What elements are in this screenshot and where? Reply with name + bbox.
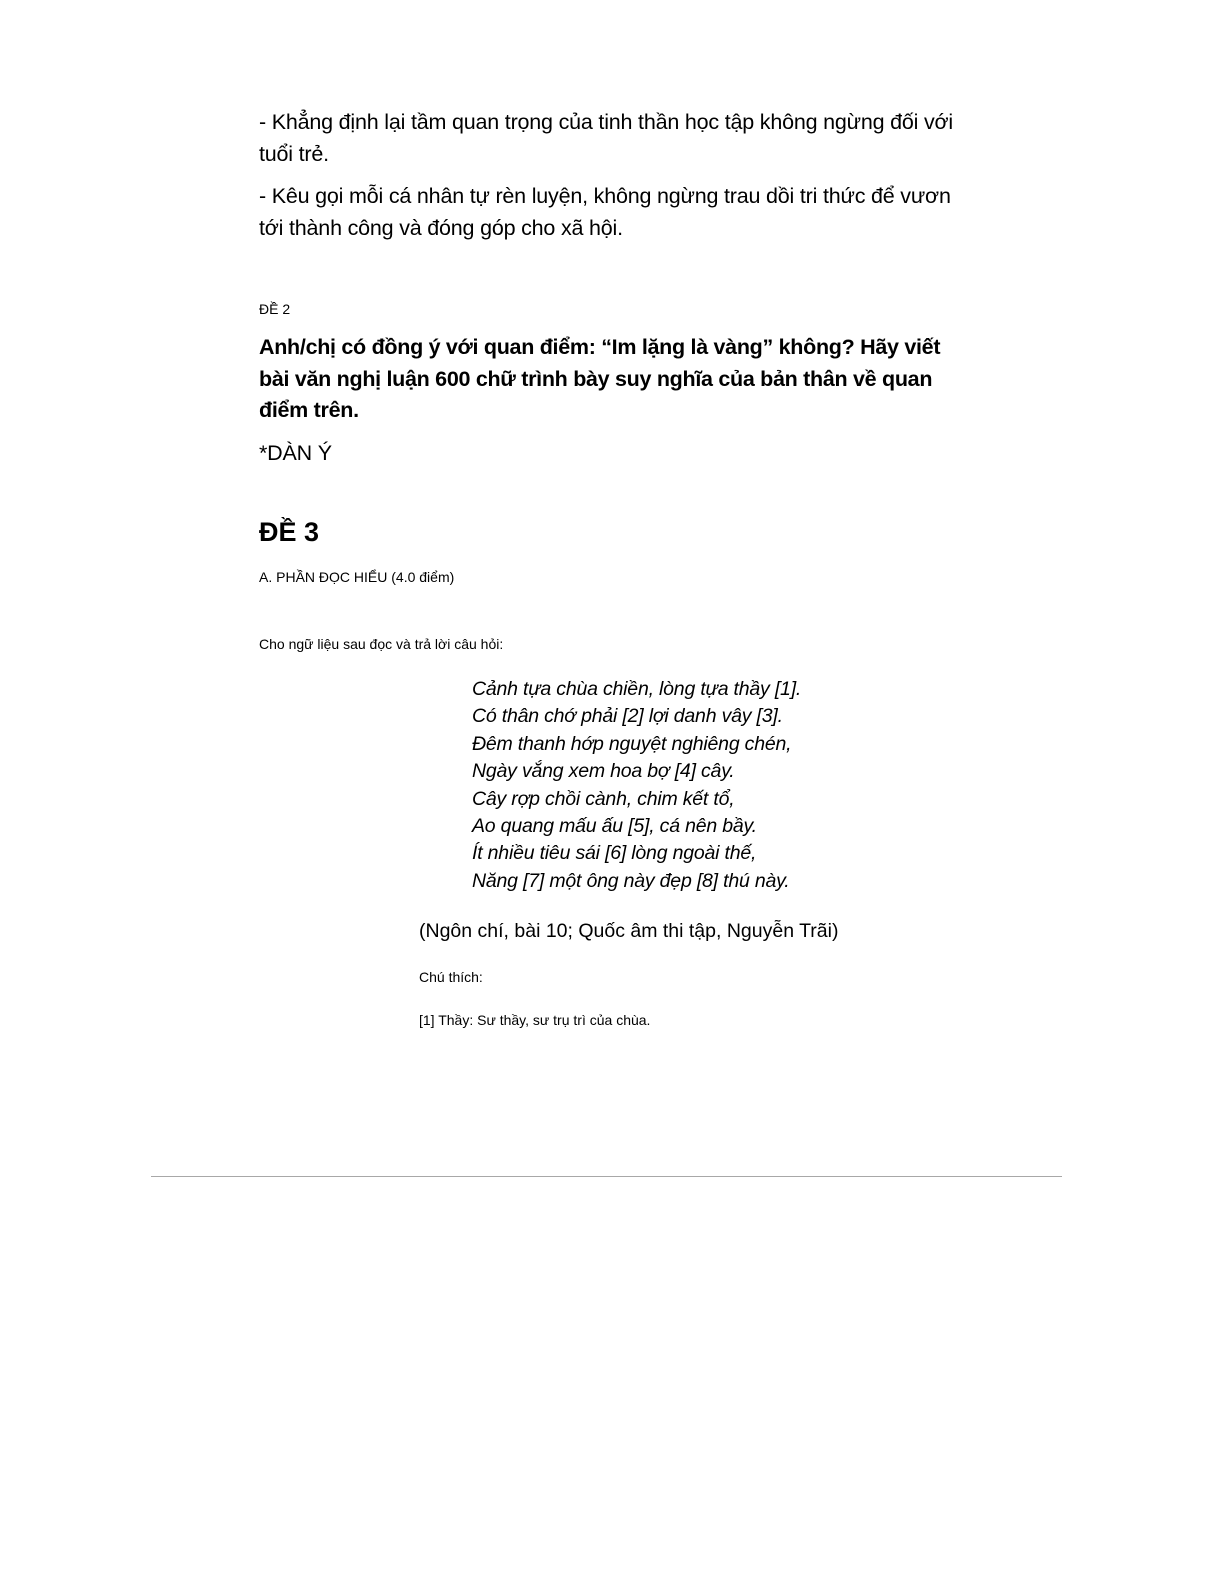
notes-label: Chú thích: — [419, 969, 483, 985]
page-divider — [151, 1176, 1062, 1177]
poem-source: (Ngôn chí, bài 10; Quốc âm thi tập, Nguyễn Trãi) — [419, 920, 839, 942]
poem-line: Năng [7] một ông này đẹp [8] thú này. — [472, 869, 790, 892]
poem-line: Ao quang mấu ấu [5], cá nên bầy. — [472, 815, 757, 838]
poem-line: Ngày vắng xem hoa bợ [4] cây. — [472, 760, 735, 783]
poem-line: Cảnh tựa chùa chiền, lòng tựa thầy [1]. — [472, 678, 802, 700]
poem-line: Đêm thanh hớp nguyệt nghiêng chén, — [472, 732, 792, 755]
de2-question: Anh/chị có đồng ý với quan điểm: “Im lặng là vàng” không? Hãy viết bài văn nghị luận 600 chữ trình bày suy nghĩa của bản thân về quan điểm trên. — [259, 335, 941, 422]
poem-line: Có thân chớ phải [2] lợi danh vây [3]. — [472, 705, 783, 728]
conclusion-point-1: - Khẳng định lại tầm quan trọng của tinh thần học tập không ngừng đối với tuổi trẻ. — [259, 110, 954, 166]
poem-line: Ít nhiều tiêu sái [6] lòng ngoài thế, — [472, 842, 757, 865]
de3-instruction: Cho ngữ liệu sau đọc và trả lời câu hỏi: — [259, 636, 504, 652]
poem — [472, 676, 932, 895]
de3-section-a: A. PHẦN ĐỌC HIỂU (4.0 điểm) — [259, 569, 455, 585]
de2-outline-label: *DÀN Ý — [259, 441, 332, 465]
de3-heading: ĐỀ 3 — [259, 517, 320, 547]
note-1: [1] Thầy: Sư thầy, sư trụ trì của chùa. — [419, 1012, 651, 1028]
poem-line: Cây rợp chồi cành, chim kết tổ, — [472, 787, 735, 810]
de2-label: ĐỀ 2 — [259, 301, 291, 317]
conclusion-point-2: - Kêu gọi mỗi cá nhân tự rèn luyện, không ngừng trau dồi tri thức để vươn tới thành công và đóng góp cho xã hội. — [259, 184, 951, 240]
